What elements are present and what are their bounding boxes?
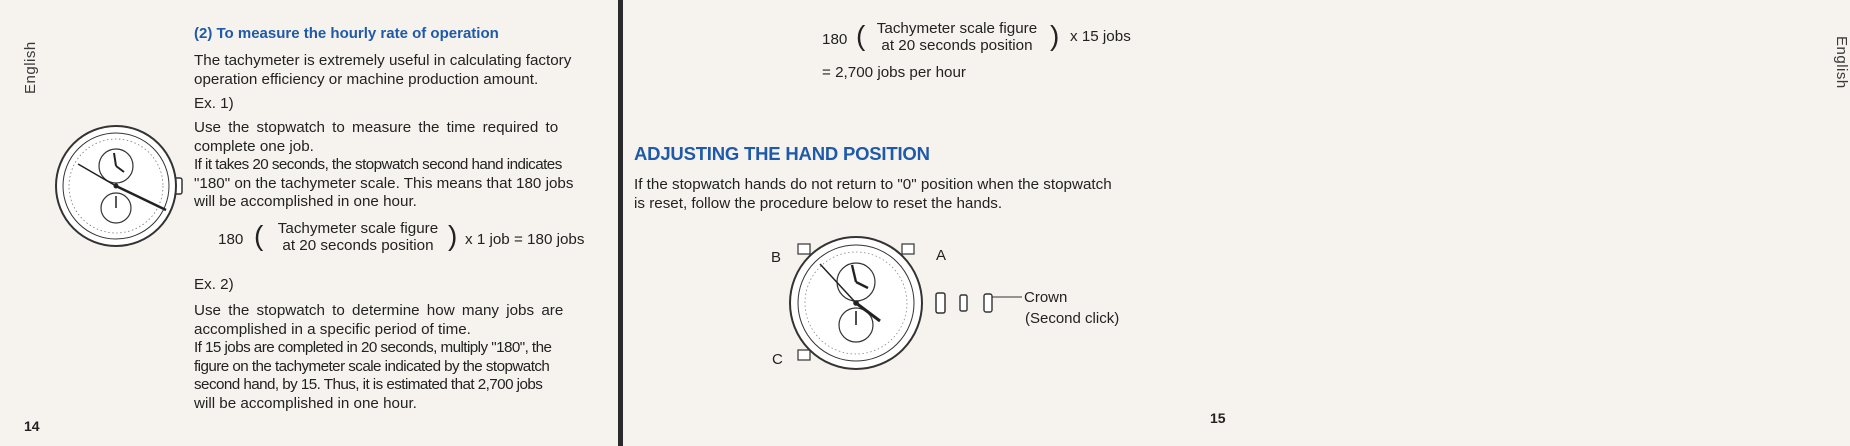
- page-number-right: 15: [1210, 410, 1226, 426]
- ex1-label: Ex. 1): [194, 95, 234, 112]
- intro-line: The tachymeter is extremely useful in calculating factory: [194, 52, 572, 69]
- crown-position-1: [936, 293, 945, 313]
- ex1-line: will be accomplished in one hour.: [194, 193, 417, 211]
- formula-1-fraction: [266, 220, 450, 254]
- formula-1-bottom: at 20 seconds position: [282, 237, 434, 254]
- formula-2-top: Tachymeter scale figure: [876, 20, 1038, 37]
- ex2-line: Use the stopwatch to determine how many jobs are: [194, 302, 564, 319]
- formula-2-open-paren: (: [856, 20, 866, 51]
- formula-1-open-paren: (: [254, 220, 264, 251]
- ex2-line: second hand, by 15. Thus, it is estimated that 2,700 jobs: [194, 376, 543, 394]
- side-tab-left: English: [22, 41, 39, 94]
- label-b: B: [771, 249, 782, 266]
- formula-1-close-paren: ): [448, 220, 458, 251]
- ex2-label: Ex. 2): [194, 276, 234, 293]
- page-divider: [618, 0, 623, 446]
- formula-1-top: Tachymeter scale figure: [277, 220, 439, 237]
- formula-2-close-paren: ): [1050, 20, 1060, 51]
- ex1-line: complete one job.: [194, 137, 314, 155]
- ex2-line: If 15 jobs are completed in 20 seconds, multiply "180", the: [194, 339, 552, 357]
- ex2-paragraph: [194, 302, 616, 414]
- label-a: A: [936, 247, 947, 264]
- crown-label: Crown: [1024, 289, 1068, 306]
- ex1-line: "180" on the tachymeter scale. This means that 180 jobs: [194, 174, 574, 192]
- section-heading: (2) To measure the hourly rate of operation: [194, 25, 499, 42]
- formula-1: [218, 220, 608, 260]
- stopwatch-illustration-left: [54, 120, 186, 252]
- crown-position-3: [984, 294, 992, 312]
- left-page: [0, 0, 620, 446]
- ex1-line: If it takes 20 seconds, the stopwatch second hand indicates: [194, 156, 562, 174]
- ex1-line: Use the stopwatch to measure the time required to: [194, 119, 559, 136]
- formula-1-tail: x 1 job = 180 jobs: [465, 231, 585, 248]
- formula-2-fraction: [862, 20, 1052, 54]
- label-c: C: [772, 351, 783, 368]
- formula-2-bottom: at 20 seconds position: [881, 37, 1033, 54]
- side-tab-right: English: [1833, 36, 1850, 89]
- intro-line: operation efficiency or machine production amount.: [194, 70, 539, 88]
- adjusting-line: is reset, follow the procedure below to reset the hands.: [634, 194, 1003, 212]
- formula-2: [822, 20, 1152, 60]
- pusher-b: [798, 244, 810, 254]
- adjusting-heading: ADJUSTING THE HAND POSITION: [634, 143, 930, 164]
- adjusting-line: If the stopwatch hands do not return to "0" position when the stopwatch: [634, 176, 1112, 193]
- crown-note: (Second click): [1025, 310, 1120, 327]
- page-number-left: 14: [24, 418, 40, 434]
- ex2-line: accomplished in a specific period of time.: [194, 320, 471, 338]
- formula-1-lead: 180: [218, 231, 244, 248]
- ex2-line: figure on the tachymeter scale indicated by the stopwatch: [194, 357, 550, 375]
- formula-2-lead: 180: [822, 31, 848, 48]
- crown-position-2: [960, 295, 967, 311]
- formula-2-tail: x 15 jobs: [1070, 28, 1131, 45]
- pusher-a: [902, 244, 914, 254]
- intro-paragraph: [194, 52, 571, 89]
- ex2-line: will be accomplished in one hour.: [194, 394, 417, 412]
- hand-adjust-diagram: [760, 222, 1140, 392]
- adjusting-body: [634, 176, 1204, 213]
- formula-2-result: = 2,700 jobs per hour: [822, 64, 966, 81]
- ex1-paragraph: [194, 119, 616, 212]
- pusher-c: [798, 350, 810, 360]
